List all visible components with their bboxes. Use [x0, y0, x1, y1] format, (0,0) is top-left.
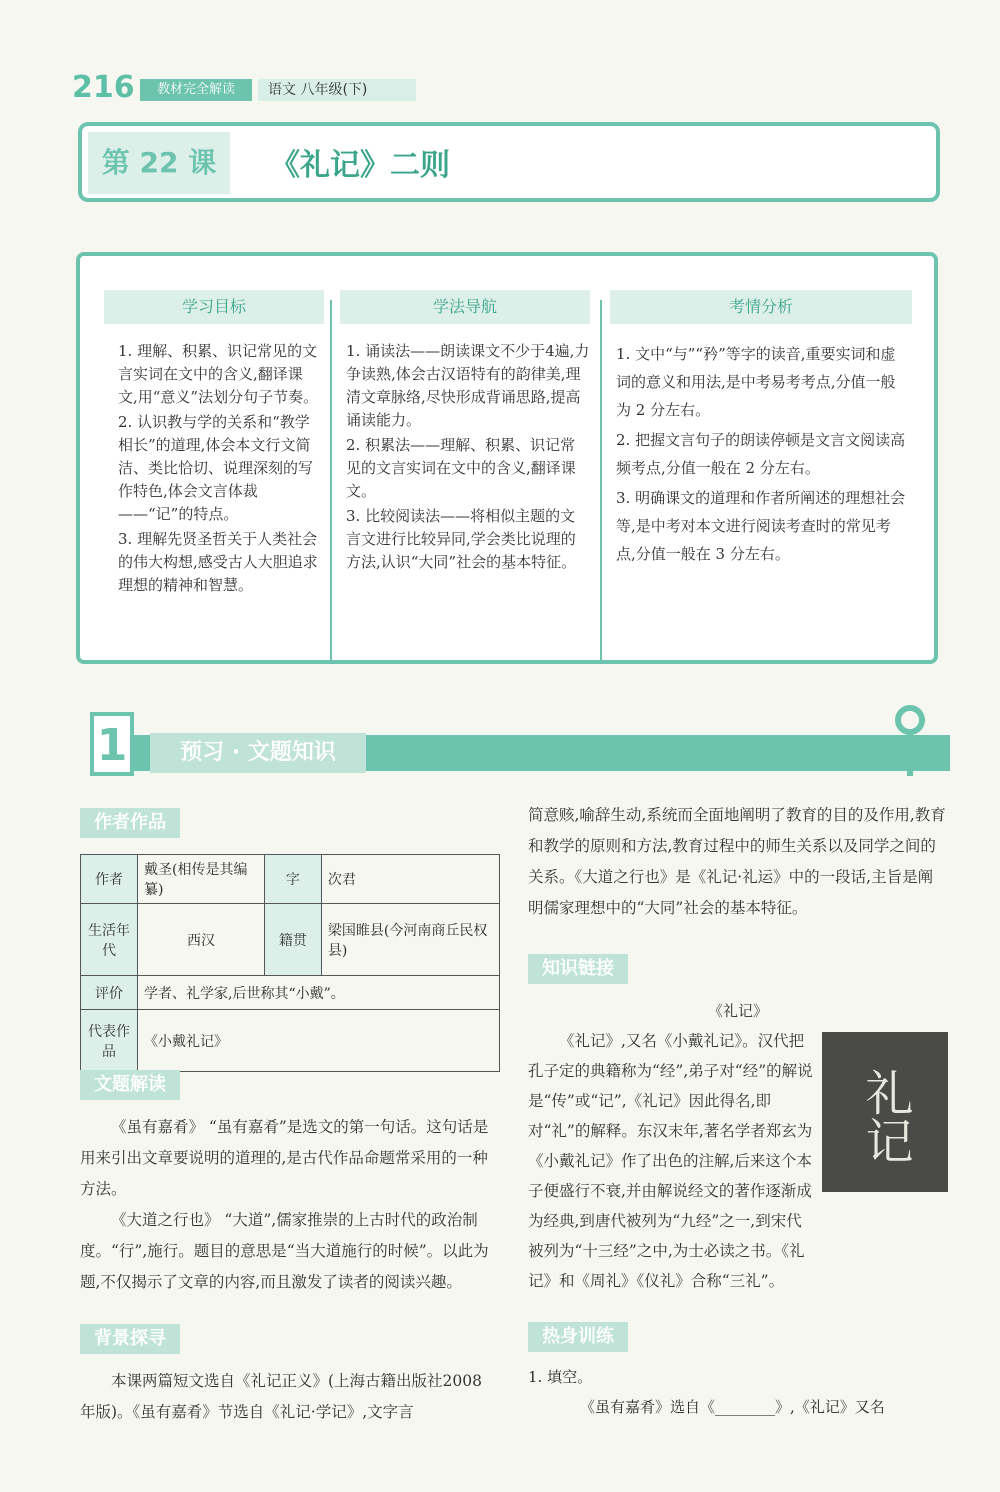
section-title: 预习 · 文题知识 [150, 733, 366, 773]
list-item: 1. 诵读法——朗读课文不少于4遍,力争读熟,体会古汉语特有的韵律美,理清文章脉络,尽快形成背诵思路,提高诵读能力。 [346, 342, 590, 429]
table-header: 代表作品 [81, 1010, 138, 1072]
list-item: 3. 比较阅读法——将相似主题的文言文进行比较异同,学会类比说理的方法,认识“大同”社会的基本特征。 [346, 507, 577, 571]
section-tag: 知识链接 [528, 954, 628, 984]
list-item: 2. 把握文言句子的朗读停顿是文言文阅读高频考点,分值一般在 2 分左右。 [616, 431, 906, 477]
methods-list [346, 340, 590, 576]
background-text [80, 1366, 500, 1428]
list-item: 1. 理解、积累、识记常见的文言实词在文中的含义,翻译课文,用“意义”法划分句子节奏。 [118, 342, 319, 406]
table-header: 籍贯 [264, 904, 321, 976]
lesson-number: 第 22 课 [88, 132, 230, 194]
subject-label: 语文 八年级(下) [258, 79, 416, 101]
section-number: 1 [90, 712, 134, 776]
book-cover-text: 礼记 [857, 1068, 913, 1164]
book-cover-image [822, 1032, 948, 1192]
key-icon [880, 702, 940, 782]
table-header: 生活年代 [81, 904, 138, 976]
section-tag: 热身训练 [528, 1322, 628, 1352]
section-tag: 作者作品 [80, 808, 180, 838]
table-cell: 西汉 [138, 904, 265, 976]
table-cell: 《小戴礼记》 [138, 1010, 500, 1072]
list-item: 1. 文中“与”“矜”等字的读音,重要实词和虚词的意义和用法,是中考易考考点,分值一般为 2 分左右。 [616, 345, 896, 419]
table-cell: 戴圣(相传是其编纂) [138, 855, 265, 904]
table-header: 字 [264, 855, 321, 904]
section-tag: 背景探寻 [80, 1324, 180, 1354]
knowledge-title: 《礼记》 [707, 1002, 768, 1020]
question-text: 《虽有嘉肴》选自《________》,《礼记》又名 [580, 1398, 885, 1416]
section-tag: 文题解读 [80, 1070, 180, 1100]
knowledge-text-wrap [528, 1026, 814, 1296]
page-number: 216 [72, 70, 135, 105]
list-item: 2. 积累法——理解、积累、识记常见的文言实词在文中的含义,翻译课文。 [346, 436, 576, 500]
paragraph: 《大道之行也》 “大道”,儒家推崇的上古时代的政治制度。“行”,施行。题目的意思是“当大道施行的时候”。以此为题,不仅揭示了文章的内容,而且激发了读者的阅读兴趣。 [80, 1211, 489, 1291]
author-table [80, 854, 500, 1072]
column-divider [330, 300, 332, 660]
series-badge: 教材完全解读 [140, 79, 252, 101]
list-item: 2. 认识教与学的关系和“教学相长”的道理,体会本文行文简洁、类比恰切、说理深刻的写作特色,体会文言体裁——“记”的特点。 [118, 413, 314, 523]
table-header: 作者 [81, 855, 138, 904]
table-cell: 学者、礼学家,后世称其“小戴”。 [138, 976, 500, 1010]
table-cell: 梁国睢县(今河南商丘民权县) [321, 904, 499, 976]
col-heading-goals: 学习目标 [104, 290, 324, 324]
column-divider [600, 300, 602, 660]
col-heading-methods: 学法导航 [340, 290, 590, 324]
list-item: 3. 理解先贤圣哲关于人类社会的伟大构想,感受古人大胆追求理想的精神和智慧。 [118, 530, 318, 594]
list-item: 3. 明确课文的道理和作者所阐述的理想社会等,是中考对本文进行阅读考查时的常见考点,分值一般在 3 分左右。 [616, 489, 906, 563]
paragraph: 《礼记》,又名《小戴礼记》。汉代把孔子定的典籍称为“经”,弟子对“经”的解说是“传”或“记”,《礼记》因此得名,即对“礼”的解释。东汉末年,著名学者郑玄为《小戴礼记》作了出色的注解,后来这个本子便盛行不衰,并由解说经文的著作逐渐成为经典,到唐代被列为“九经”之一,到宋代被列为“十三经”之中,为士必读之书。《礼记》和《周礼》《仪礼》合称“三礼”。 [528, 1032, 813, 1290]
lesson-title: 《礼记》二则 [270, 148, 450, 183]
right-column-text [528, 800, 948, 924]
paragraph: 本课两篇短文选自《礼记正义》(上海古籍出版社2008 年版)。《虽有嘉肴》节选自《礼记·学记》,文字言 [80, 1372, 482, 1421]
paragraph: 简意赅,喻辞生动,系统而全面地阐明了教育的目的及作用,教育和教学的原则和方法,教育过程中的师生关系以及同学之间的关系。《大道之行也》是《礼记·礼运》中的一段话,主旨是阐明儒家理想中的“大同”社会的基本特征。 [528, 806, 946, 917]
title-reading-text [80, 1112, 500, 1298]
table-header: 评价 [81, 976, 138, 1010]
table-cell: 次君 [321, 855, 499, 904]
paragraph: 《虽有嘉肴》 “虽有嘉肴”是选文的第一句话。这句话是用来引出文章要说明的道理的,是古代作品命题常采用的一种方法。 [80, 1118, 489, 1198]
col-heading-exam: 考情分析 [610, 290, 912, 324]
question-label: 1. 填空。 [528, 1368, 593, 1386]
exam-list [616, 340, 908, 570]
goals-list [118, 340, 320, 599]
